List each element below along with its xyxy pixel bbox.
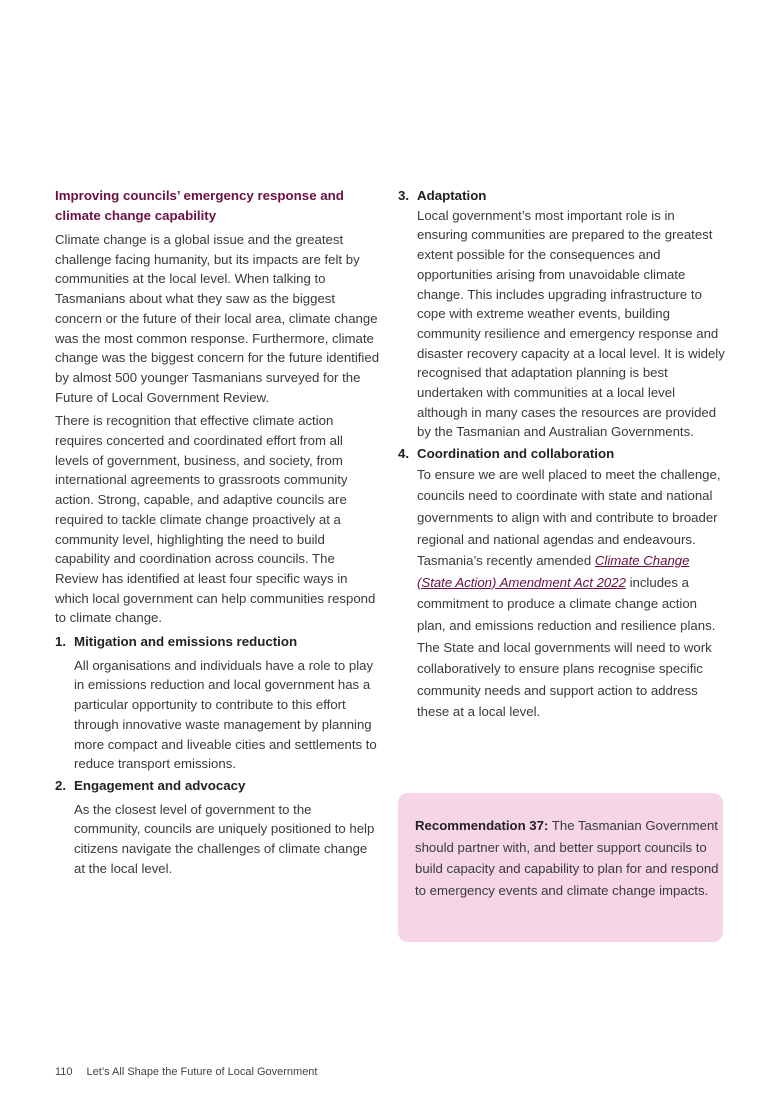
list-item-text: As the closest level of government to the community, councils are uniquely positioned to help citizens navigate the challenges of climate change at the local level. <box>74 801 375 876</box>
text-before-link: To ensure we are well placed to meet the challenge, councils need to coordinate with state and national governments to align with and contribute to broader regional and national agendas and endeavours. Tasmania’s recently amended <box>417 466 721 569</box>
recommendation-text <box>415 815 723 901</box>
recommendation-label: Recommendation 37: <box>415 818 549 833</box>
list-number: 2. <box>55 777 67 793</box>
recommendation-box <box>398 793 723 942</box>
list-item-coordination <box>398 444 726 723</box>
page-footer <box>55 1066 317 1078</box>
recognition-paragraph: There is recognition that effective climate action requires concerted and coordinated effort from all levels of government, business, and society, from international agreements to grassroots community action. Strong, capable, and adaptive councils are required to tackle climate change proactively at a community level, highlighting the need to build capability and coordination across councils. The Review has identified at least four specific ways in which local government can help communities respond to climate change. <box>55 413 376 626</box>
list-item-mitigation <box>55 632 380 774</box>
section-heading: Improving councils’ emergency response and climate change capability <box>55 188 344 223</box>
list-number: 4. <box>398 446 410 462</box>
list-item-adaptation <box>398 186 726 442</box>
list-item-title: Coordination and collaboration <box>417 446 615 462</box>
page-number: 110 <box>55 1066 73 1078</box>
text-after-link: includes a commitment to produce a climate change action plan, and emissions reduction and resilience plans. The State and local governments will need to work collaboratively to ensure plans recognise specific community needs and support action to address these at a local level. <box>417 574 716 720</box>
list-item-engagement <box>55 776 380 879</box>
list-item-text: Local government’s most important role is in ensuring communities are prepared to the greatest extent possible for the consequences and opportunities arising from unavoidable climate change. This includes upgrading infrastructure to cope with extreme weather events, building community resilience and emergency response and disaster recovery capacity at a local level. It is widely recognised that adaptation planning is best undertaken with communities at a local level although in many cases the resources are provided by the Tasmanian and Australian Governments. <box>417 207 725 440</box>
list-number: 3. <box>398 188 410 203</box>
left-column <box>55 186 380 881</box>
legislation-link[interactable]: Climate Change (State Action) Amendment Act 2022 <box>417 553 690 590</box>
right-column <box>398 186 726 725</box>
list-item-title: Mitigation and emissions reduction <box>74 634 298 650</box>
list-item-text: All organisations and individuals have a role to play in emissions reduction and local government has a particular opportunity to contribute to this effort through innovative waste management by planning more compact and liveable cities and settlements to reduce transport emissions. <box>74 657 377 772</box>
list-item-title: Adaptation <box>417 188 487 203</box>
recommendation-body: The Tasmanian Government should partner with, and better support councils to build capacity and capability to plan for and respond to emergency events and climate change impacts. <box>415 818 719 898</box>
document-title: Let’s All Shape the Future of Local Government <box>86 1066 318 1078</box>
list-item-text <box>417 464 726 723</box>
list-number: 1. <box>55 634 67 650</box>
list-item-title: Engagement and advocacy <box>74 777 246 793</box>
intro-paragraph: Climate change is a global issue and the greatest challenge facing humanity, but its impacts are felt by communities at the local level. When talking to Tasmanians about what they saw as the biggest concern or the future of their local area, climate change was the most common response. Furthermore, climate change was the biggest concern for the future identified by almost 500 younger Tasmanians surveyed for the Future of Local Government Review. <box>55 232 380 405</box>
